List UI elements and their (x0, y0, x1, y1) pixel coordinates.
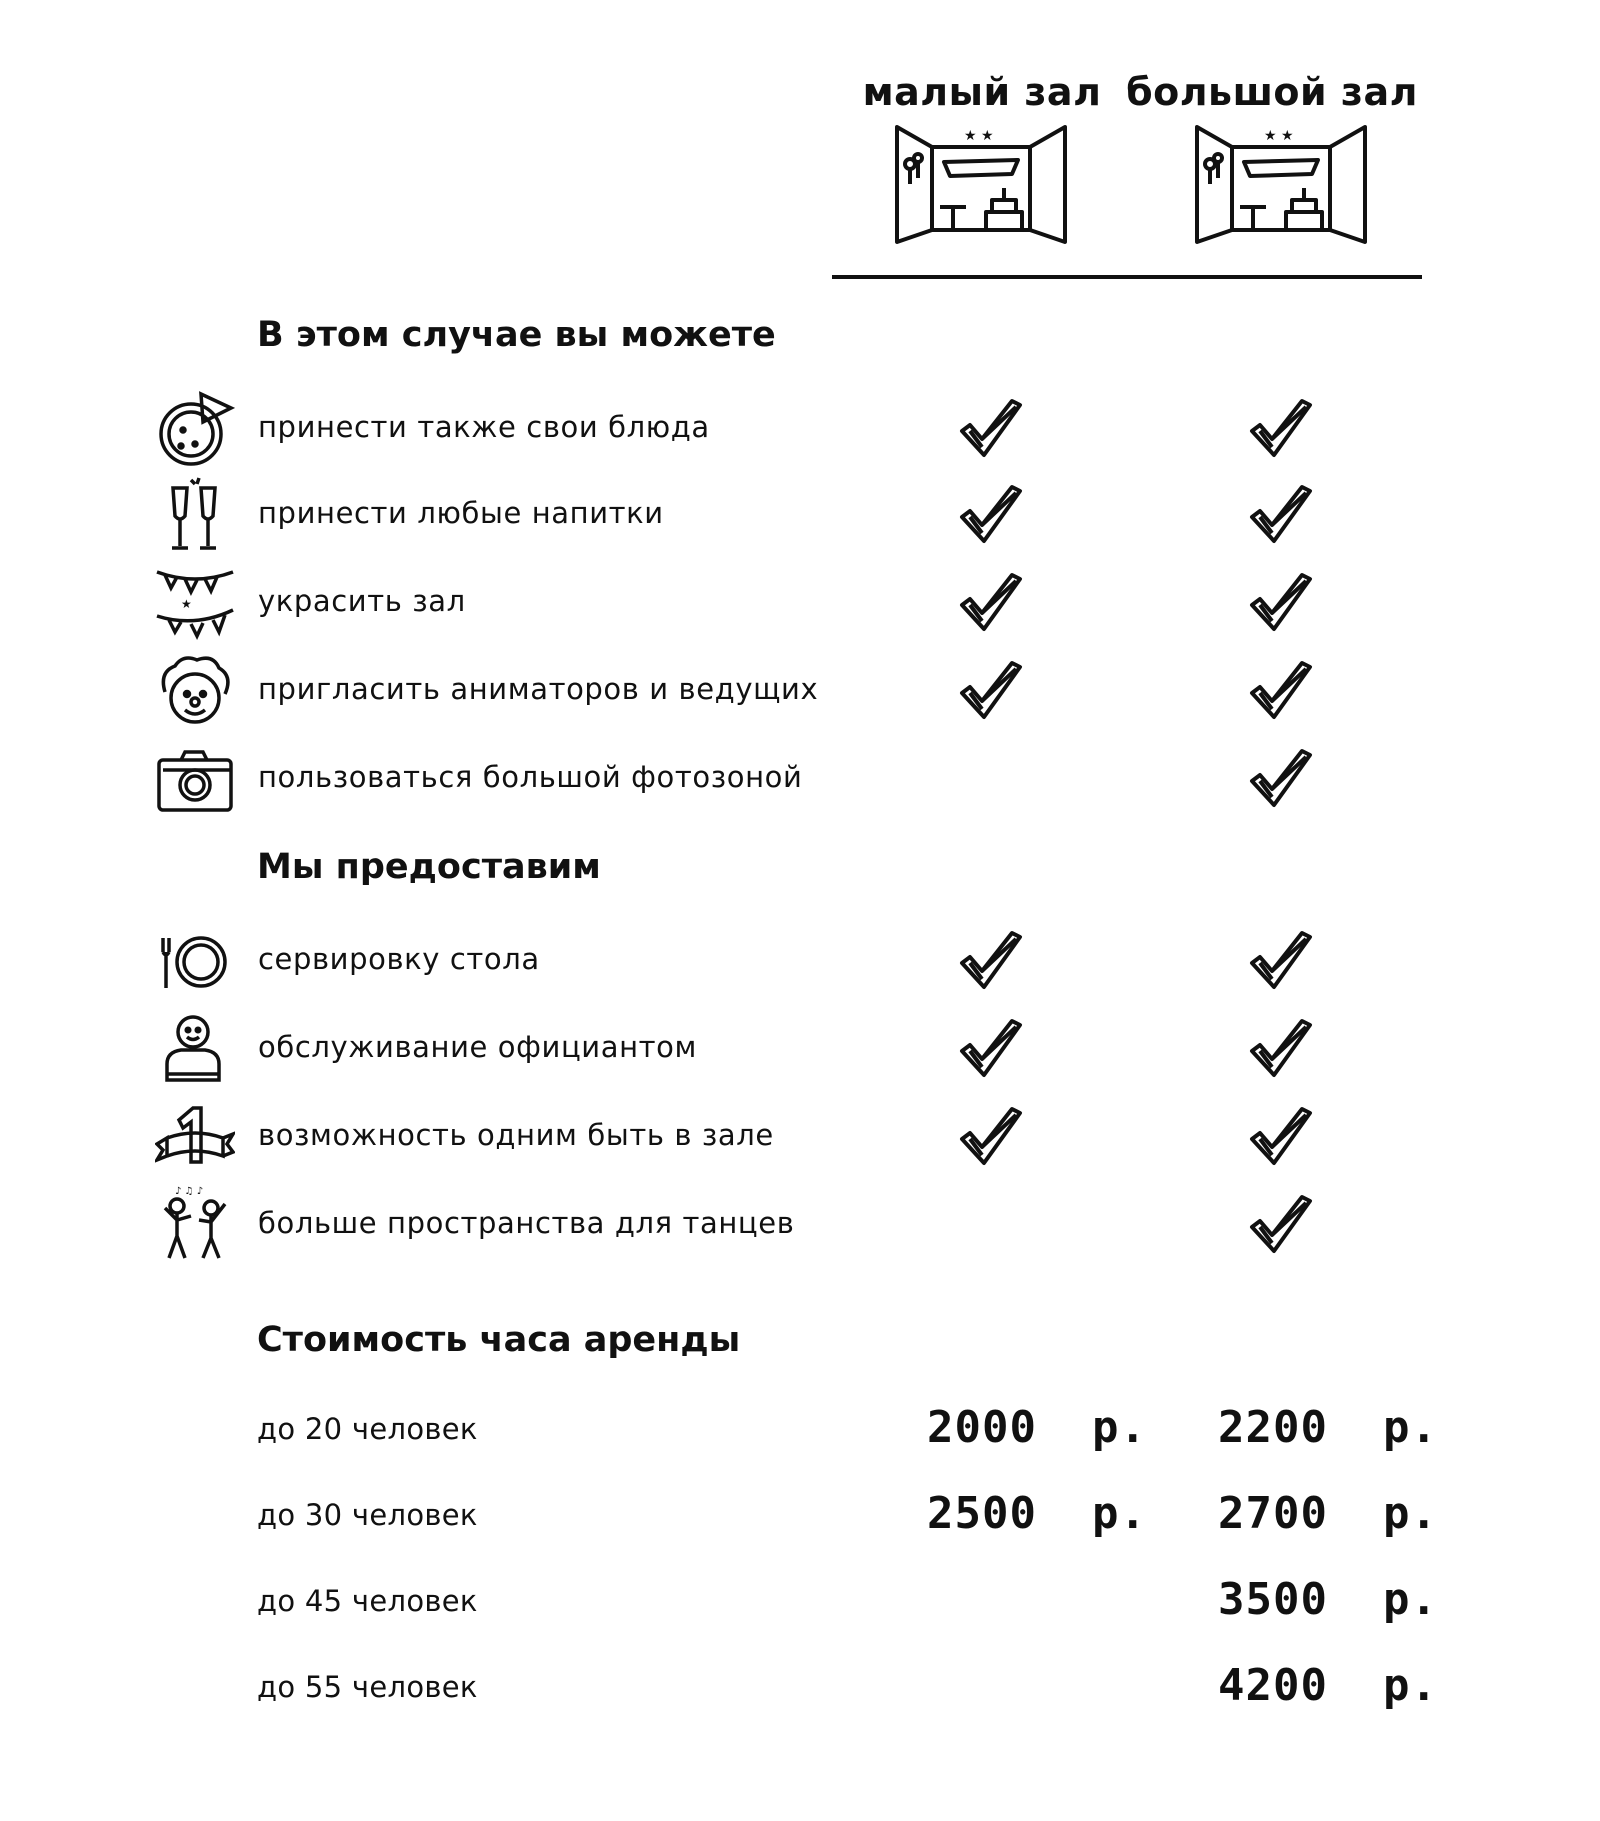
feature-row (0, 476, 1600, 556)
feature-row (0, 652, 1600, 732)
price-row (0, 1488, 1600, 1548)
waiter-icon (155, 1010, 235, 1090)
party-hall-icon (1192, 122, 1370, 252)
feature-row (0, 564, 1600, 644)
price-label: до 20 человек (257, 1412, 478, 1446)
svg-text:★ ★: ★ ★ (964, 128, 994, 144)
checkmark-icon (1248, 569, 1314, 635)
checkmark-icon (1248, 927, 1314, 993)
checkmark-icon (1248, 657, 1314, 723)
svg-text:♪ ♫ ♪: ♪ ♫ ♪ (175, 1186, 204, 1197)
section-title-we-provide: Мы предоставим (257, 847, 601, 887)
price-big-hall: 2200 р. (1218, 1402, 1438, 1453)
feature-label: пользоваться большой фотозоной (258, 760, 803, 794)
feature-row (0, 922, 1600, 1002)
checkmark-icon (1248, 1191, 1314, 1257)
feature-label: украсить зал (258, 584, 466, 618)
price-label: до 30 человек (257, 1498, 478, 1532)
feature-row (0, 1098, 1600, 1178)
price-big-hall: 3500 р. (1218, 1574, 1438, 1625)
price-row (0, 1574, 1600, 1634)
checkmark-icon (1248, 395, 1314, 461)
feature-label: возможность одним быть в зале (258, 1118, 774, 1152)
checkmark-icon (1248, 1103, 1314, 1169)
feature-label: принести любые напитки (258, 496, 664, 530)
header-divider (832, 275, 1422, 279)
section-title-pricing: Стоимость часа аренды (257, 1320, 741, 1360)
price-small-hall: 2000 р. (927, 1402, 1147, 1453)
feature-label: пригласить аниматоров и ведущих (258, 672, 819, 706)
camera-icon (155, 740, 235, 820)
section-title-can-do: В этом случае вы можете (257, 315, 776, 355)
svg-text:★: ★ (181, 597, 192, 611)
price-big-hall: 2700 р. (1218, 1488, 1438, 1539)
feature-label: больше пространства для танцев (258, 1206, 795, 1240)
small-hall-title: малый зал (862, 70, 1102, 114)
feature-row (0, 740, 1600, 820)
champagne-glasses-icon (155, 476, 235, 556)
checkmark-icon (958, 569, 1024, 635)
plate-fork-icon (155, 922, 235, 1002)
price-label: до 55 человек (257, 1670, 478, 1704)
pizza-icon (155, 390, 235, 470)
feature-label: обслуживание официантом (258, 1030, 697, 1064)
checkmark-icon (958, 481, 1024, 547)
svg-text:★ ★: ★ ★ (1264, 128, 1294, 144)
price-row (0, 1660, 1600, 1720)
clown-icon (155, 652, 235, 732)
feature-row (0, 390, 1600, 470)
checkmark-icon (958, 927, 1024, 993)
price-label: до 45 человек (257, 1584, 478, 1618)
feature-label: сервировку стола (258, 942, 540, 976)
price-big-hall: 4200 р. (1218, 1660, 1438, 1711)
checkmark-icon (1248, 745, 1314, 811)
feature-label: принести также свои блюда (258, 410, 710, 444)
checkmark-icon (1248, 1015, 1314, 1081)
checkmark-icon (958, 395, 1024, 461)
price-row (0, 1402, 1600, 1462)
checkmark-icon (958, 657, 1024, 723)
garland-icon (155, 564, 235, 644)
dancers-icon (155, 1186, 235, 1266)
checkmark-icon (958, 1015, 1024, 1081)
checkmark-icon (958, 1103, 1024, 1169)
checkmark-icon (1248, 481, 1314, 547)
price-small-hall: 2500 р. (927, 1488, 1147, 1539)
feature-row (0, 1186, 1600, 1266)
number-one-ribbon-icon (155, 1098, 235, 1178)
feature-row (0, 1010, 1600, 1090)
party-hall-icon (892, 122, 1070, 252)
big-hall-title: большой зал (1126, 70, 1418, 114)
